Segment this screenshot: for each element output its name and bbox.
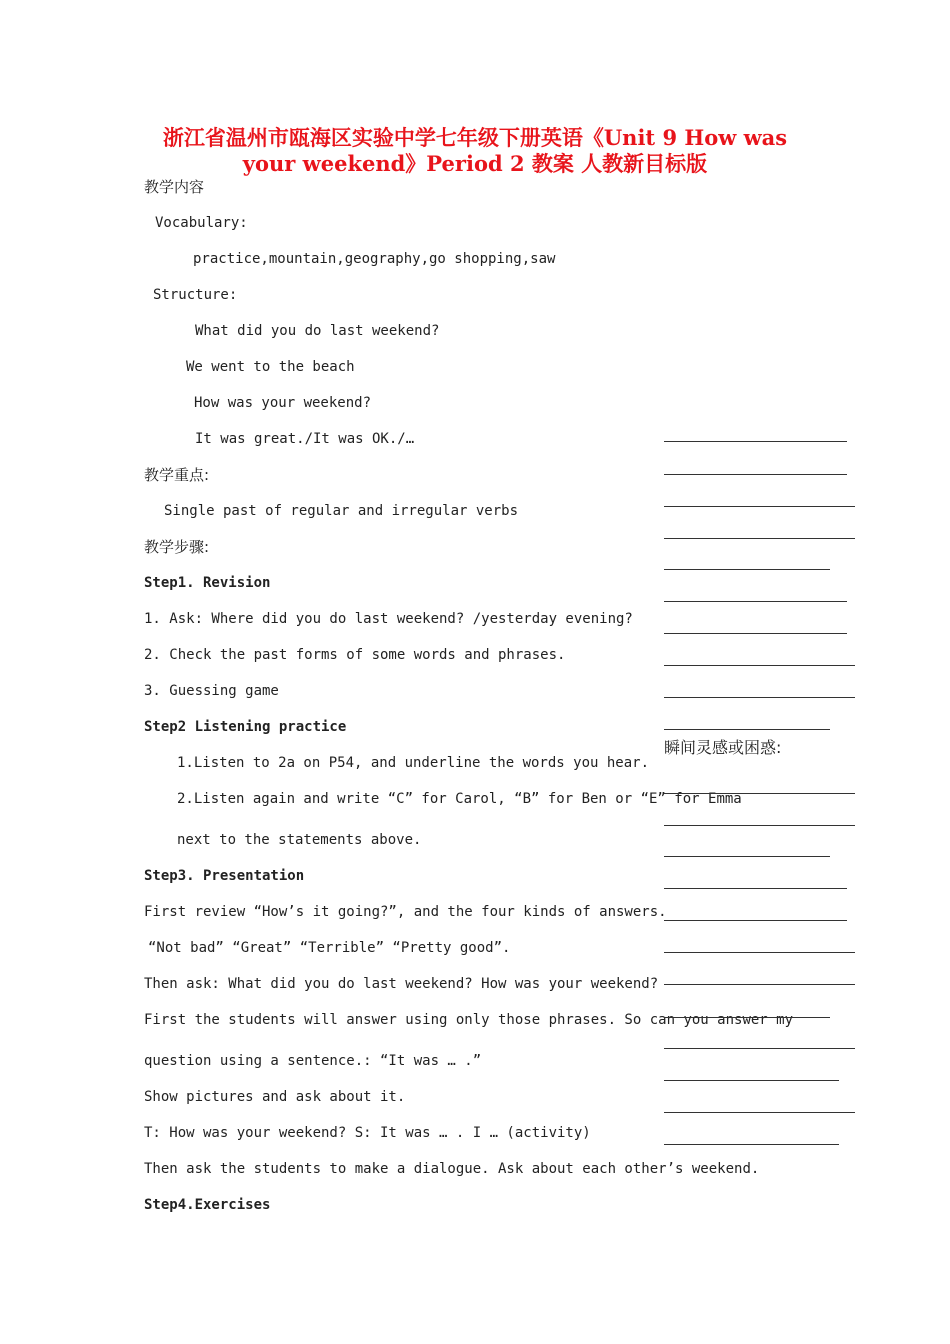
step3-line: First review “How’s it going?”, and the four kinds of answers. bbox=[144, 904, 667, 920]
vocabulary-label: Vocabulary: bbox=[155, 215, 248, 231]
inspiration-note-label: 瞬间灵感或困惑: bbox=[664, 738, 782, 757]
structure-line: What did you do last weekend? bbox=[195, 323, 440, 339]
note-rule bbox=[664, 441, 847, 442]
step1-title: Step1. Revision bbox=[144, 575, 271, 591]
step3-title: Step3. Presentation bbox=[144, 868, 305, 884]
step2-item: 2.Listen again and write “C” for Carol, “B” for Ben or “E” for Emma bbox=[177, 791, 742, 807]
note-rule bbox=[664, 601, 847, 602]
note-rule bbox=[664, 984, 855, 985]
note-rule bbox=[664, 697, 855, 698]
structure-line: It was great./It was OK./… bbox=[195, 431, 415, 447]
note-rule bbox=[664, 506, 855, 507]
note-rule bbox=[664, 920, 847, 921]
step1-item: 2. Check the past forms of some words and phrases. bbox=[144, 647, 566, 663]
key-points-text: Single past of regular and irregular verbs bbox=[164, 503, 519, 519]
step3-line: question using a sentence.: “It was … .” bbox=[144, 1053, 482, 1069]
step1-item: 3. Guessing game bbox=[144, 683, 279, 699]
note-rule bbox=[664, 1112, 855, 1113]
step1-item: 1. Ask: Where did you do last weekend? /yesterday evening? bbox=[144, 611, 633, 627]
note-rule bbox=[664, 1080, 839, 1081]
note-rule bbox=[664, 1144, 839, 1145]
note-rule bbox=[664, 665, 855, 666]
step3-line: “Not bad” “Great” “Terrible” “Pretty good”. bbox=[148, 940, 511, 956]
step3-line: Then ask the students to make a dialogue. Ask about each other’s weekend. bbox=[144, 1161, 760, 1177]
structure-line: We went to the beach bbox=[186, 359, 355, 375]
step2-item: next to the statements above. bbox=[177, 832, 422, 848]
section-heading-content: 教学内容 bbox=[144, 178, 205, 196]
step4-title: Step4.Exercises bbox=[144, 1197, 271, 1213]
note-rule bbox=[664, 1048, 855, 1049]
note-rule bbox=[664, 952, 855, 953]
section-heading-steps: 教学步骤: bbox=[144, 538, 210, 556]
step2-item: 1.Listen to 2a on P54, and underline the words you hear. bbox=[177, 755, 650, 771]
note-rule bbox=[664, 825, 855, 826]
structure-label: Structure: bbox=[153, 287, 238, 303]
structure-line: How was your weekend? bbox=[194, 395, 372, 411]
document-title-line1: 浙江省温州市瓯海区实验中学七年级下册英语《Unit 9 How was bbox=[162, 125, 788, 150]
note-rule bbox=[664, 888, 847, 889]
note-rule bbox=[664, 856, 830, 857]
note-rule bbox=[664, 729, 830, 730]
note-rule bbox=[664, 474, 847, 475]
note-rule bbox=[664, 633, 847, 634]
note-rule bbox=[664, 538, 855, 539]
section-heading-key-points: 教学重点: bbox=[144, 466, 210, 484]
step3-line: T: How was your weekend? S: It was … . I … (activity) bbox=[144, 1125, 591, 1141]
step3-line: Then ask: What did you do last weekend? How was your weekend? bbox=[144, 976, 659, 992]
vocabulary-words: practice,mountain,geography,go shopping,saw bbox=[193, 251, 556, 267]
note-rule bbox=[664, 569, 830, 570]
step3-line: First the students will answer using only those phrases. So can you answer my bbox=[144, 1012, 794, 1028]
document-title-line2: your weekend》Period 2 教案 人教新目标版 bbox=[242, 151, 708, 176]
note-rule bbox=[664, 1017, 830, 1018]
note-rule bbox=[664, 793, 855, 794]
step2-title: Step2 Listening practice bbox=[144, 719, 347, 735]
step3-line: Show pictures and ask about it. bbox=[144, 1089, 406, 1105]
